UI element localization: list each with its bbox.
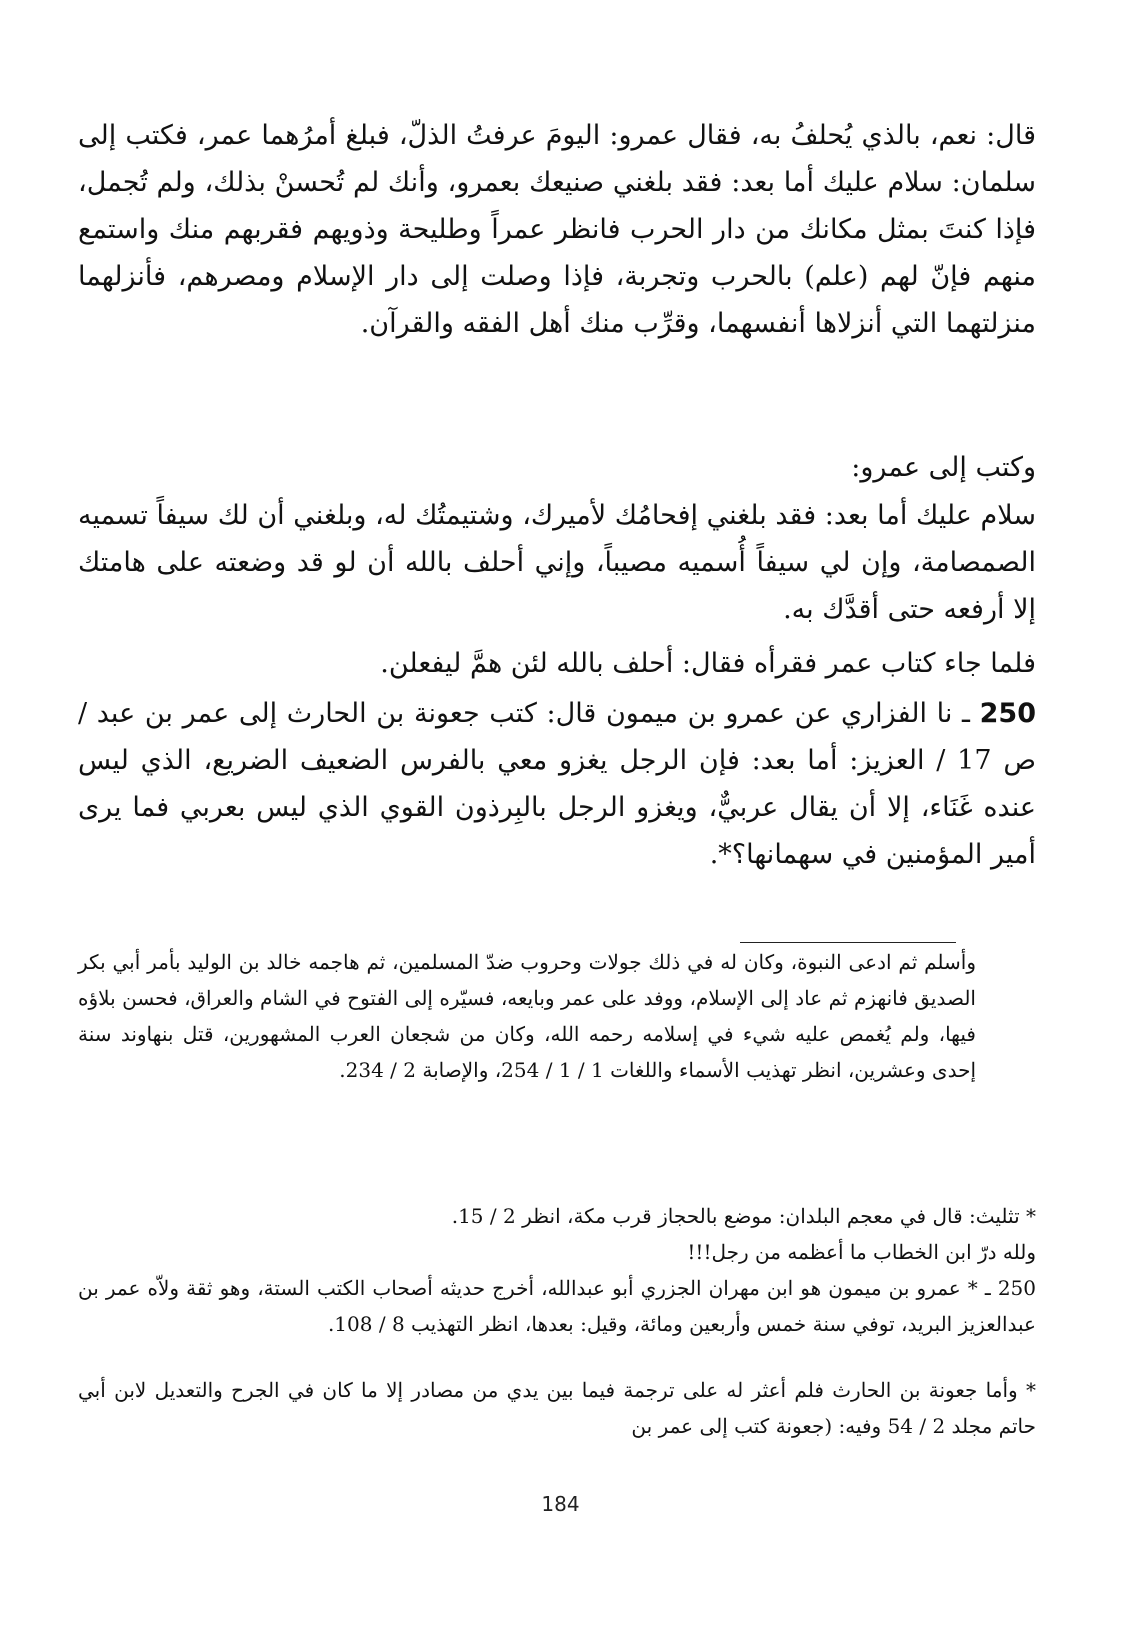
paragraph-5 [78,690,1036,878]
paragraph-3: سلام عليك أما بعد: فقد بلغني إفحامُك لأميرك، وشتيمتُك له، وبلغني أن لك سيفاً تسميه الصمصامة، وإن لي سيفاً أُسميه مصيباً، وإني أحلف بالله أن لو قد وضعته على هامتك إلا أرفعه حتى أقدَّك به. [78,500,1036,625]
footnote-2: * تثليث: قال في معجم البلدان: موضع بالحجاز قرب مكة، انظر 2 / 15. [451,1204,1036,1228]
paragraph-4: فلما جاء كتاب عمر فقرأه فقال: أحلف بالله لئن همَّ ليفعلن. [380,648,1036,679]
hadith-text: ـ نا الفزاري عن عمرو بن ميمون قال: كتب جعونة بن الحارث إلى عمر بن عبد / ص 17 / العزيز: أما بعد: فإن الرجل يغزو معي بالفرس الضعيف الضريع، الذي ليس عنده غَنَاء، إلا أن يقال عربيٌّ، ويغزو الرجل بالبِرذون القوي الذي ليس بعربي فما يرى أمير المؤمنين في سهمانها؟*. [78,698,1036,870]
footnotes-block-1 [78,944,1036,1088]
hadith-number: 250 [979,698,1036,729]
footnote-1: وأسلم ثم ادعى النبوة، وكان له في ذلك جولات وحروب ضدّ المسلمين، ثم هاجمه خالد بن الوليد بأمر أبي بكر الصديق فانهزم ثم عاد إلى الإسلام، ووفد على عمر وبايعه، فسيّره إلى الفتوح في الشام والعراق، فحسن بلاؤه فيها، ولم يُغمص عليه شيء في إسلامه رحمه الله، وكان من شجعان العرب المشهورين، قتل بنهاوند سنة إحدى وعشرين، انظر تهذيب الأسماء واللغات 1 / 1 / 254، والإصابة 2 / 234. [78,950,976,1082]
paragraph-2: وكتب إلى عمرو: [851,452,1036,483]
main-text-block-1 [78,112,1036,347]
footnotes-block-3 [78,1372,1036,1444]
footnotes-block-2 [78,1198,1036,1342]
main-text-block-4 [78,640,1036,687]
main-text-block-2 [78,444,1036,491]
footnote-5: * وأما جعونة بن الحارث فلم أعثر له على ترجمة فيما بين يدي من مصادر إلا ما كان في الجرح والتعديل لابن أبي حاتم مجلد 2 / 54 وفيه: (جعونة كتب إلى عمر بن [78,1378,1036,1438]
paragraph-1: قال: نعم، بالذي يُحلفُ به، فقال عمرو: اليومَ عرفتُ الذلّ، فبلغ أمرُهما عمر، فكتب إلى سلمان: سلام عليك أما بعد: فقد بلغني صنيعك بعمرو، وأنك لم تُحسنْ بذلك، ولم تُجمل، فإذا كنتَ بمثل مكانك من دار الحرب فانظر عمراً وطليحة وذويهم فقربهم منك واستمع منهم فإنّ لهم (علم) بالحرب وتجربة، فإذا وصلت إلى دار الإسلام ومصرهم، فأنزلهما منزلتهما التي أنزلاها أنفسهما، وقرِّب منك أهل الفقه والقرآن. [78,120,1036,339]
footnote-3: ولله درّ ابن الخطاب ما أعظمه من رجل!!! [687,1240,1036,1264]
main-text-block-3 [78,492,1036,633]
footnote-divider [740,942,956,943]
footnote-4: 250 ـ * عمرو بن ميمون هو ابن مهران الجزري أبو عبدالله، أخرج حديثه أصحاب الكتب الستة، وهو ثقة ولاّه عمر بن عبدالعزيز البريد، توفي سنة خمس وأربعين ومائة، وقيل: بعدها، انظر التهذيب 8 / 108. [78,1276,1036,1336]
page-number: 184 [541,1492,580,1516]
main-text-block-5 [78,690,1036,878]
